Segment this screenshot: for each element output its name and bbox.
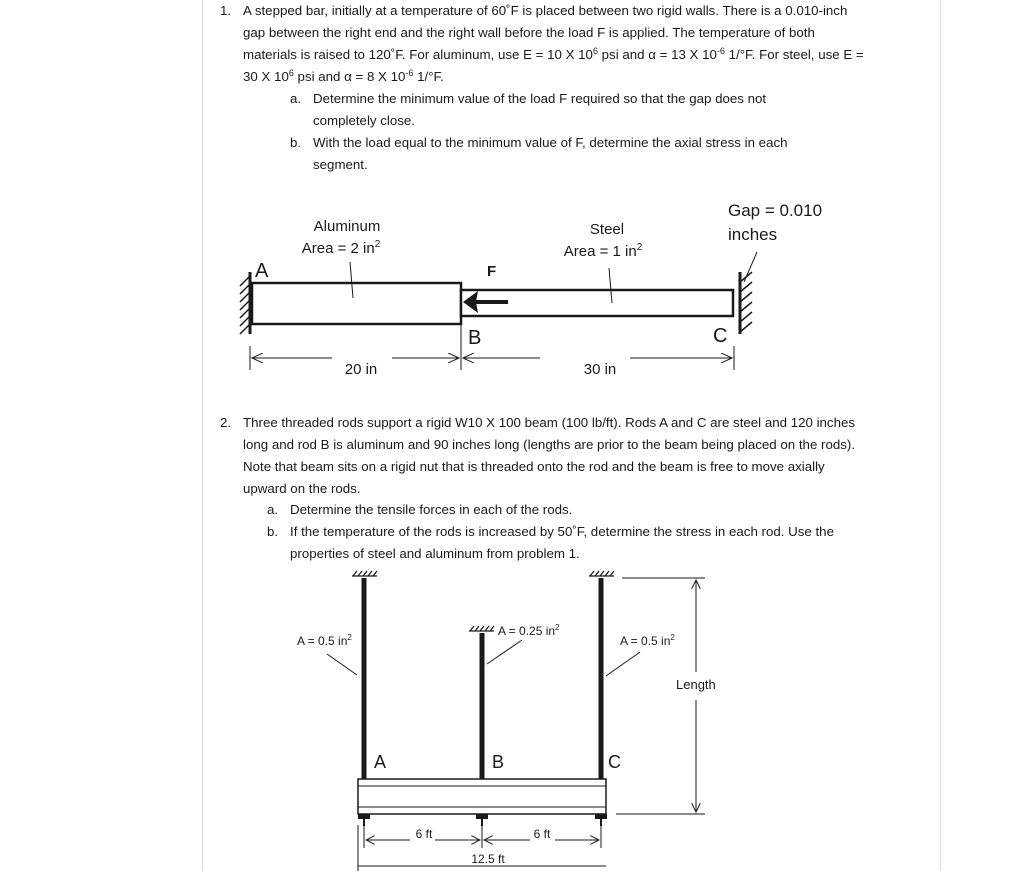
problem-1-number: 1.: [220, 3, 232, 18]
rod-c-label: C: [608, 752, 621, 772]
length-dimension: [616, 578, 705, 814]
part-a-label: a.: [267, 502, 279, 517]
load-label: F: [487, 263, 497, 280]
point-c-label: C: [713, 325, 728, 347]
aluminum-label: Aluminum: [313, 218, 381, 235]
nut-a: [358, 814, 370, 826]
area-b-label: A = 0.25 $in^2$: [498, 623, 560, 638]
rod-a-label: A: [374, 752, 387, 772]
rod-b-label: B: [492, 752, 505, 772]
part-b-text: If the temperature of the rods is increased by 50˚F, determine the stress in each rod. Use the properties of steel and aluminum from problem 1.: [290, 524, 834, 561]
gap-label-line-1: Gap = 0.010: [728, 201, 823, 220]
area-c-leader: [606, 652, 640, 676]
length-label: Length: [676, 677, 716, 692]
part-a-text: Determine the tensile forces in each of the rods.: [290, 502, 573, 517]
dim-total-label: 12.5 ft: [471, 852, 505, 866]
nut-b: [476, 814, 488, 826]
aluminum-area-label: Area = 2 $in^2$: [301, 239, 381, 257]
ceiling-support-a: [352, 571, 377, 576]
dim-aluminum-label: 20 in: [344, 361, 378, 378]
part-a-text: Determine the minimum value of the load F required so that the gap does not completely close.: [313, 91, 767, 128]
ceiling-support-c: [589, 571, 614, 576]
steel-label: Steel: [589, 221, 625, 238]
area-b-leader: [487, 640, 522, 664]
part-b-label: b.: [290, 135, 302, 150]
area-a-label: A = 0.5 $in^2$: [297, 633, 352, 648]
steel-area-label: Area = 1 $in^2$: [563, 242, 643, 260]
dim-steel-label: 30 in: [583, 361, 617, 378]
problem-1-text: A stepped bar, initially at a temperature of 60˚F is placed between two rigid walls. There is a 0.010-inch gap between the right end and the right wall before the load F is applied. The temperature of both materials is raised to 120˚F. For aluminum, use E = 10 X $10^6$ psi and α = 13 X $10^{-6}$ 1/°F. For steel, use E = 30 X $10^6$ psi and α = 8 X $10^{-6}$ 1/°F.: [243, 3, 864, 84]
point-a-label: A: [255, 260, 269, 282]
part-b-label: b.: [267, 524, 279, 539]
dim-right-label: 6 ft: [533, 827, 551, 841]
beam: [358, 779, 606, 814]
point-b-label: B: [468, 327, 482, 349]
gap-label-line-2: inches: [728, 225, 778, 244]
problem-2-number: 2.: [220, 415, 232, 430]
dim-left-label: 6 ft: [415, 827, 433, 841]
area-a-leader: [327, 654, 357, 675]
nut-c: [595, 814, 607, 826]
part-b-text: With the load equal to the minimum value of F, determine the axial stress in each segment.: [313, 135, 788, 172]
problem-2-text: Three threaded rods support a rigid W10 X 100 beam (100 lb/ft). Rods A and C are steel and 120 inches long and rod B is aluminum and 90 inches long (lengths are prior to the beam being placed on the rods). Note that beam sits on a rigid nut that is threaded onto the rod and the beam is free to move axially upward on the rods.: [243, 415, 856, 496]
ceiling-support-b: [469, 626, 494, 631]
part-a-label: a.: [290, 91, 302, 106]
area-c-label: A = 0.5 $in^2$: [620, 633, 675, 648]
